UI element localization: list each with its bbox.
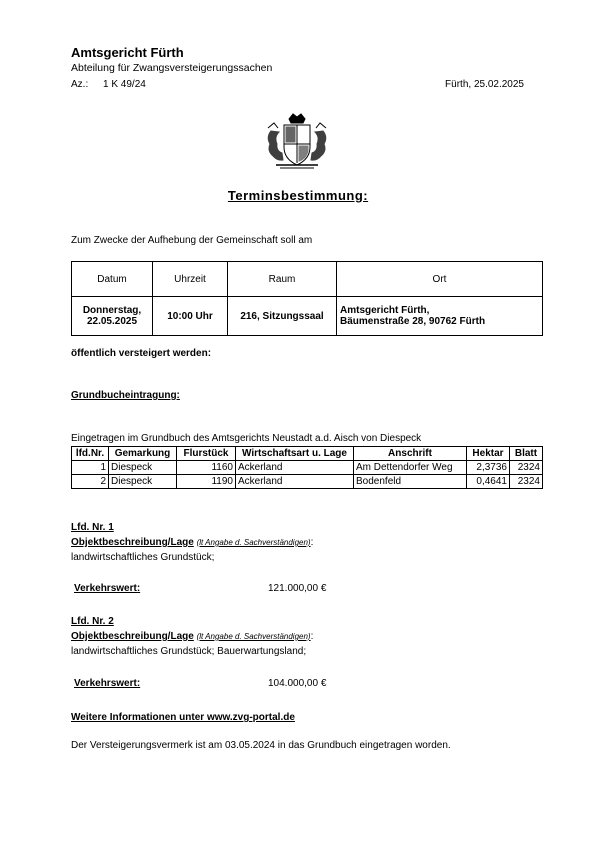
cell-hektar: 0,4641 <box>467 475 510 489</box>
appointment-place <box>337 297 543 336</box>
cell-flurstueck: 1160 <box>177 461 236 475</box>
auction-statement: öffentlich versteigert werden: <box>71 348 212 359</box>
lot-1-heading: Lfd. Nr. 1 <box>71 522 114 533</box>
appointment-time: 10:00 Uhr <box>153 297 228 336</box>
table-header-row <box>72 447 543 461</box>
table-header-row <box>72 262 543 297</box>
obj-label: Objektbeschreibung/Lage <box>71 537 194 548</box>
col-wirtschaftsart: Wirtschaftsart u. Lage <box>236 447 354 461</box>
case-number <box>71 79 146 90</box>
az-label: Az.: <box>71 79 89 90</box>
land-register-heading: Grundbucheintragung: <box>71 390 180 401</box>
auction-note: Der Versteigerungsvermerk ist am 03.05.2024 in das Grundbuch eingetragen worden. <box>71 740 451 751</box>
land-register-note: Eingetragen im Grundbuch des Amtsgerichts Neustadt a.d. Aisch von Diespeck <box>71 433 422 444</box>
lot-2-heading: Lfd. Nr. 2 <box>71 616 114 627</box>
appointment-room: 216, Sitzungssaal <box>228 297 337 336</box>
header-date: Datum <box>72 262 153 297</box>
place-date: Fürth, 25.02.2025 <box>445 79 524 90</box>
lot-2-description: landwirtschaftliches Grundstück; Bauerwartungsland; <box>71 646 307 657</box>
obj-colon: : <box>310 631 314 642</box>
col-hektar: Hektar <box>467 447 510 461</box>
department: Abteilung für Zwangsversteigerungssachen <box>71 62 273 74</box>
cell-flurstueck: 1190 <box>177 475 236 489</box>
more-info-link[interactable]: Weitere Informationen unter www.zvg-portal.de <box>71 712 295 723</box>
lot-2-object-description-label <box>71 631 313 642</box>
land-register-table <box>71 446 543 489</box>
cell-gemarkung: Diespeck <box>109 461 177 475</box>
intro-text: Zum Zwecke der Aufhebung der Gemeinschaft soll am <box>71 235 313 246</box>
cell-lfd: 1 <box>72 461 109 475</box>
date-weekday: Donnerstag, <box>82 305 142 316</box>
obj-note: (lt Angabe d. Sachverständigen) <box>196 632 311 641</box>
lot-1-description: landwirtschaftliches Grundstück; <box>71 552 215 563</box>
col-blatt: Blatt <box>510 447 543 461</box>
table-row <box>72 297 543 336</box>
cell-wirtschaftsart: Ackerland <box>236 475 354 489</box>
appointment-table <box>71 261 543 336</box>
appointment-date <box>72 297 153 336</box>
header-place: Ort <box>337 262 543 297</box>
cell-anschrift: Bodenfeld <box>354 475 467 489</box>
col-lfd: lfd.Nr. <box>72 447 109 461</box>
lot-2-market-value-label: Verkehrswert: <box>74 678 141 689</box>
cell-blatt: 2324 <box>510 461 543 475</box>
lot-1-market-value-label: Verkehrswert: <box>74 583 141 594</box>
obj-label: Objektbeschreibung/Lage <box>71 631 194 642</box>
header-time: Uhrzeit <box>153 262 228 297</box>
place-line-2: Bäumenstraße 28, 90762 Fürth <box>340 316 486 327</box>
court-name: Amtsgericht Fürth <box>71 45 184 60</box>
col-flurstueck: Flurstück <box>177 447 236 461</box>
cell-lfd: 2 <box>72 475 109 489</box>
cell-blatt: 2324 <box>510 475 543 489</box>
cell-wirtschaftsart: Ackerland <box>236 461 354 475</box>
az-value: 1 K 49/24 <box>103 79 146 90</box>
place-line-1: Amtsgericht Fürth, <box>340 305 430 316</box>
lot-1-market-value: 121.000,00 € <box>268 583 327 594</box>
lot-1-object-description-label <box>71 537 313 548</box>
col-anschrift: Anschrift <box>354 447 467 461</box>
coat-of-arms-icon <box>262 113 332 169</box>
table-row <box>72 475 543 489</box>
page-title: Terminsbestimmung: <box>227 188 369 203</box>
cell-anschrift: Am Dettendorfer Weg <box>354 461 467 475</box>
table-row <box>72 461 543 475</box>
cell-gemarkung: Diespeck <box>109 475 177 489</box>
obj-colon: : <box>310 537 314 548</box>
header-room: Raum <box>228 262 337 297</box>
cell-hektar: 2,3736 <box>467 461 510 475</box>
date-value: 22.05.2025 <box>86 316 138 327</box>
obj-note: (lt Angabe d. Sachverständigen) <box>196 538 311 547</box>
col-gemarkung: Gemarkung <box>109 447 177 461</box>
lot-2-market-value: 104.000,00 € <box>268 678 327 689</box>
